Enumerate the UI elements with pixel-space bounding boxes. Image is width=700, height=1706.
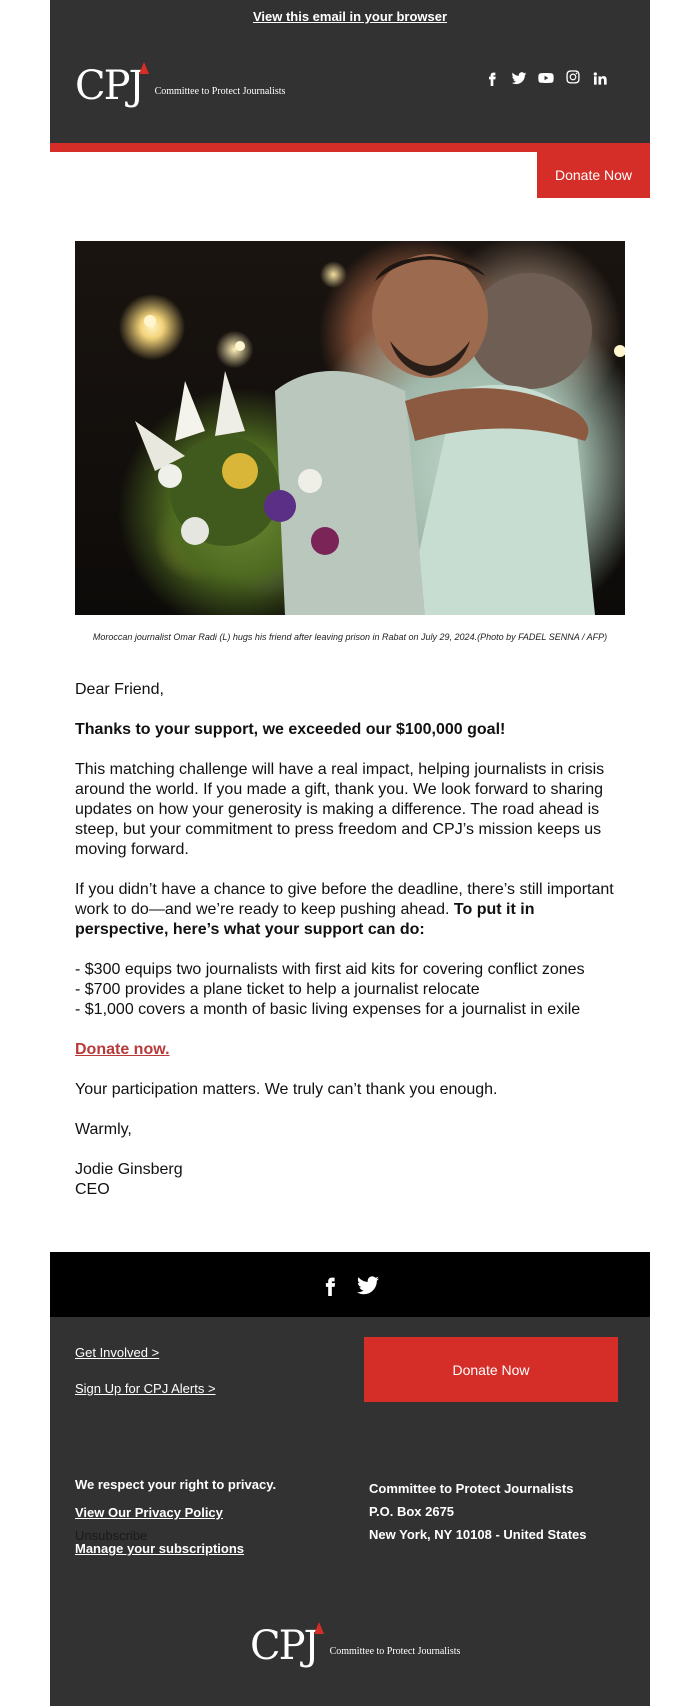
facebook-icon[interactable] bbox=[484, 70, 500, 86]
footer-links bbox=[50, 1317, 650, 1436]
header-social-links bbox=[484, 70, 608, 86]
org-name: Committee to Protect Journalists bbox=[369, 1481, 574, 1496]
paragraph-perspective-text: If you didn’t have a chance to give before the deadline, there’s still important work to do—and we’re ready to keep pushing ahead. bbox=[75, 881, 614, 918]
cpj-logo-footer[interactable] bbox=[250, 1623, 461, 1669]
manage-subscriptions-link[interactable]: Manage your subscriptions bbox=[75, 1541, 245, 1556]
signature bbox=[75, 1160, 625, 1200]
get-involved-link[interactable]: Get Involved > bbox=[75, 1345, 160, 1360]
twitter-icon[interactable] bbox=[511, 70, 527, 86]
greeting: Dear Friend, bbox=[75, 681, 164, 698]
flame-icon bbox=[314, 1622, 324, 1634]
impact-list bbox=[75, 960, 625, 1020]
email-container bbox=[50, 0, 650, 1706]
closing: Your participation matters. We truly can’t thank you enough. bbox=[75, 1081, 498, 1098]
footer-social-bar bbox=[50, 1252, 650, 1317]
paragraph-perspective bbox=[75, 880, 625, 940]
facebook-icon[interactable] bbox=[319, 1272, 341, 1298]
impact-list-item: - $1,000 covers a month of basic living expenses for a journalist in exile bbox=[75, 1001, 581, 1018]
signer-title: CEO bbox=[75, 1181, 110, 1198]
email-header bbox=[50, 0, 650, 143]
signer-name: Jodie Ginsberg bbox=[75, 1161, 183, 1178]
headline: Thanks to your support, we exceeded our $100,000 goal! bbox=[75, 721, 506, 738]
photo-caption: Moroccan journalist Omar Radi (L) hugs his friend after leaving prison in Rabat on July 29, 2024.(Photo by FADEL SENNA / AFP) bbox=[92, 632, 608, 642]
city-address: New York, NY 10108 - United States bbox=[369, 1527, 587, 1542]
cpj-logo-mark: CPJ bbox=[75, 66, 143, 106]
twitter-icon[interactable] bbox=[355, 1273, 381, 1297]
paragraph-impact: This matching challenge will have a real impact, helping journalists in crisis around the world. If you made a gift, thank you. We look forward to sharing updates on how your generosity is making a difference. The road ahead is steep, but your commitment to press freedom and CPJ’s mission keeps us moving forward. bbox=[75, 761, 605, 858]
donate-now-button-bottom[interactable]: Donate Now bbox=[364, 1337, 618, 1402]
privacy-policy-link[interactable]: View Our Privacy Policy bbox=[75, 1505, 223, 1520]
paragraph-perspective-bold: To put it in perspective, here’s what your support can do: bbox=[75, 901, 535, 938]
footer-info bbox=[50, 1436, 650, 1706]
sign-up-alerts-link[interactable]: Sign Up for CPJ Alerts > bbox=[75, 1381, 216, 1396]
cpj-logo-mark: CPJ bbox=[250, 1626, 318, 1666]
donate-now-button-top[interactable]: Donate Now bbox=[537, 152, 650, 198]
letter-body bbox=[75, 680, 625, 1220]
unsubscribe-link[interactable]: Unsubscribe bbox=[75, 1528, 148, 1543]
header-accent-bar bbox=[50, 143, 650, 152]
youtube-icon[interactable] bbox=[538, 70, 554, 86]
flame-icon bbox=[139, 62, 149, 74]
cpj-logo-name: Committee to Protect Journalists bbox=[329, 1645, 461, 1657]
po-box: P.O. Box 2675 bbox=[369, 1504, 455, 1519]
privacy-heading: We respect your right to privacy. bbox=[75, 1477, 277, 1492]
instagram-icon[interactable] bbox=[565, 70, 581, 86]
linkedin-icon[interactable] bbox=[592, 70, 608, 86]
cpj-logo[interactable] bbox=[75, 63, 286, 109]
impact-list-item: - $300 equips two journalists with first aid kits for covering conflict zones bbox=[75, 961, 585, 978]
cpj-logo-name: Committee to Protect Journalists bbox=[154, 85, 286, 97]
donate-now-link[interactable]: Donate now. bbox=[75, 1041, 170, 1058]
hero-photo bbox=[75, 241, 625, 615]
signoff: Warmly, bbox=[75, 1121, 132, 1138]
hero-photo-illustration bbox=[75, 241, 625, 615]
view-in-browser-link[interactable]: View this email in your browser bbox=[252, 9, 448, 24]
impact-list-item: - $700 provides a plane ticket to help a journalist relocate bbox=[75, 981, 480, 998]
